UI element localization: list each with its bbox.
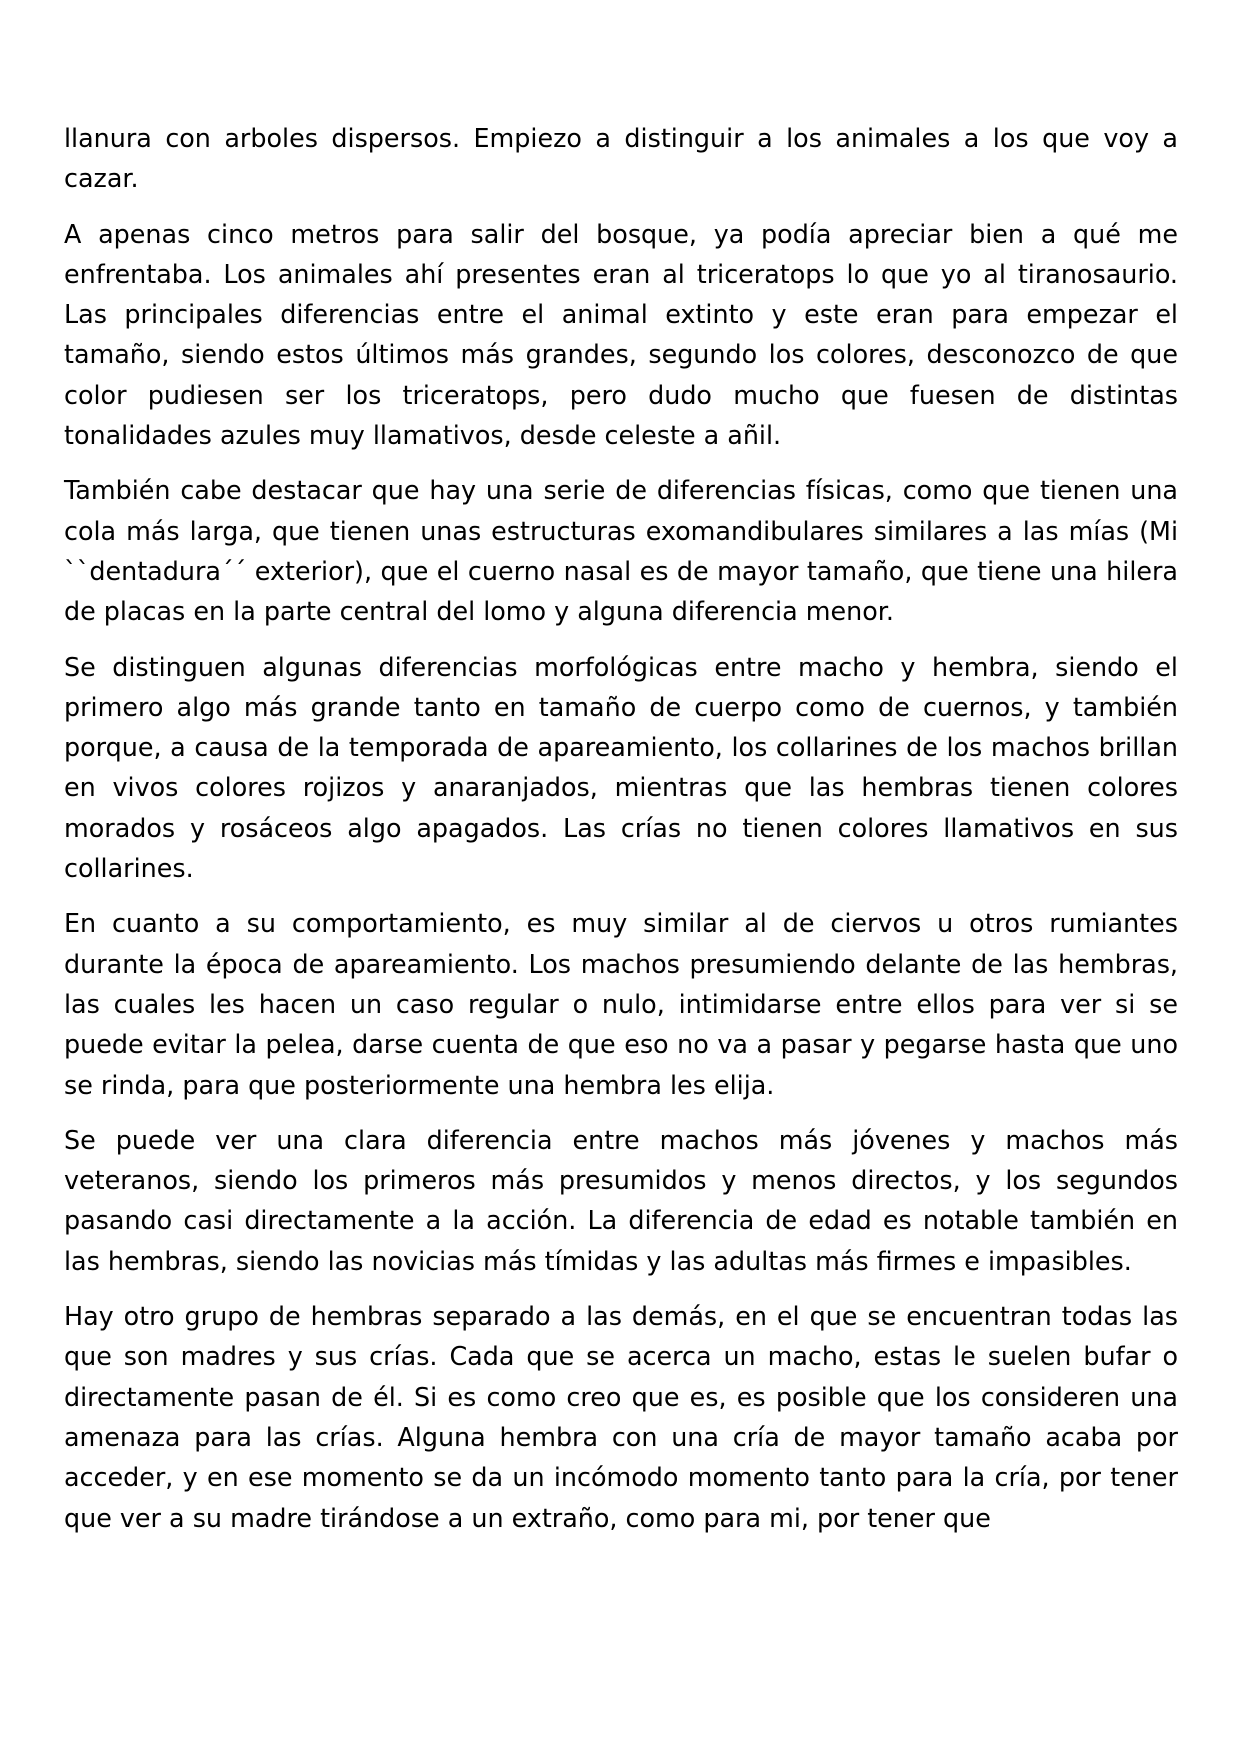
paragraph-7: Hay otro grupo de hembras separado a las demás, en el que se encuentran todas las que son madres y sus crías. Cada que se acerca un macho, estas le suelen bufar o directamente pasan de él. Si es como creo que es, es posible que los consideren una amenaza para las crías. Alguna hembra con una cría de mayor tamaño acaba por acceder, y en ese momento se da un incómodo momento tanto para la cría, por tener que ver a su madre tirándose a un extraño, como para mi, por tener que (64, 1301, 1178, 1533)
paragraph-5: En cuanto a su comportamiento, es muy similar al de ciervos u otros rumiantes durante la época de apareamiento. Los machos presumiendo delante de las hembras, las cuales les hacen un caso regular o nulo, intimidarse entre ellos para ver si se puede evitar la pelea, darse cuenta de que eso no va a pasar y pegarse hasta que uno se rinda, para que posteriormente una hembra les elija. (64, 908, 1178, 1100)
paragraph-2: A apenas cinco metros para salir del bosque, ya podía apreciar bien a qué me enfrentaba. Los animales ahí presentes eran al triceratops lo que yo al tiranosaurio. Las principales diferencias entre el animal extinto y este eran para empezar el tamaño, siendo estos últimos más grandes, segundo los colores, desconozco de que color pudiesen ser los triceratops, pero dudo mucho que fuesen de distintas tonalidades azules muy llamativos, desde celeste a añil. (64, 218, 1178, 451)
document-body (64, 118, 1178, 1553)
paragraph-6: Se puede ver una clara diferencia entre machos más jóvenes y machos más veteranos, siendo los primeros más presumidos y menos directos, y los segundos pasando casi directamente a la acción. La diferencia de edad es notable también en las hembras, siendo las novicias más tímidas y las adultas más firmes e impasibles. (64, 1124, 1178, 1276)
paragraph-4: Se distinguen algunas diferencias morfológicas entre macho y hembra, siendo el primero algo más grande tanto en tamaño de cuerpo como de cuernos, y también porque, a causa de la temporada de apareamiento, los collarines de los machos brillan en vivos colores rojizos y anaranjados, mientras que las hembras tienen colores morados y rosáceos algo apagados. Las crías no tienen colores llamativos en sus collarines. (64, 651, 1178, 884)
paragraph-3: También cabe destacar que hay una serie de diferencias físicas, como que tienen una cola más larga, que tienen unas estructuras exomandibulares similares a las mías (Mi ``dentadura´´ exterior), que el cuerno nasal es de mayor tamaño, que tiene una hilera de placas en la parte central del lomo y alguna diferencia menor. (64, 475, 1178, 627)
paragraph-1: llanura con arboles dispersos. Empiezo a distinguir a los animales a los que voy a cazar. (64, 123, 1178, 194)
